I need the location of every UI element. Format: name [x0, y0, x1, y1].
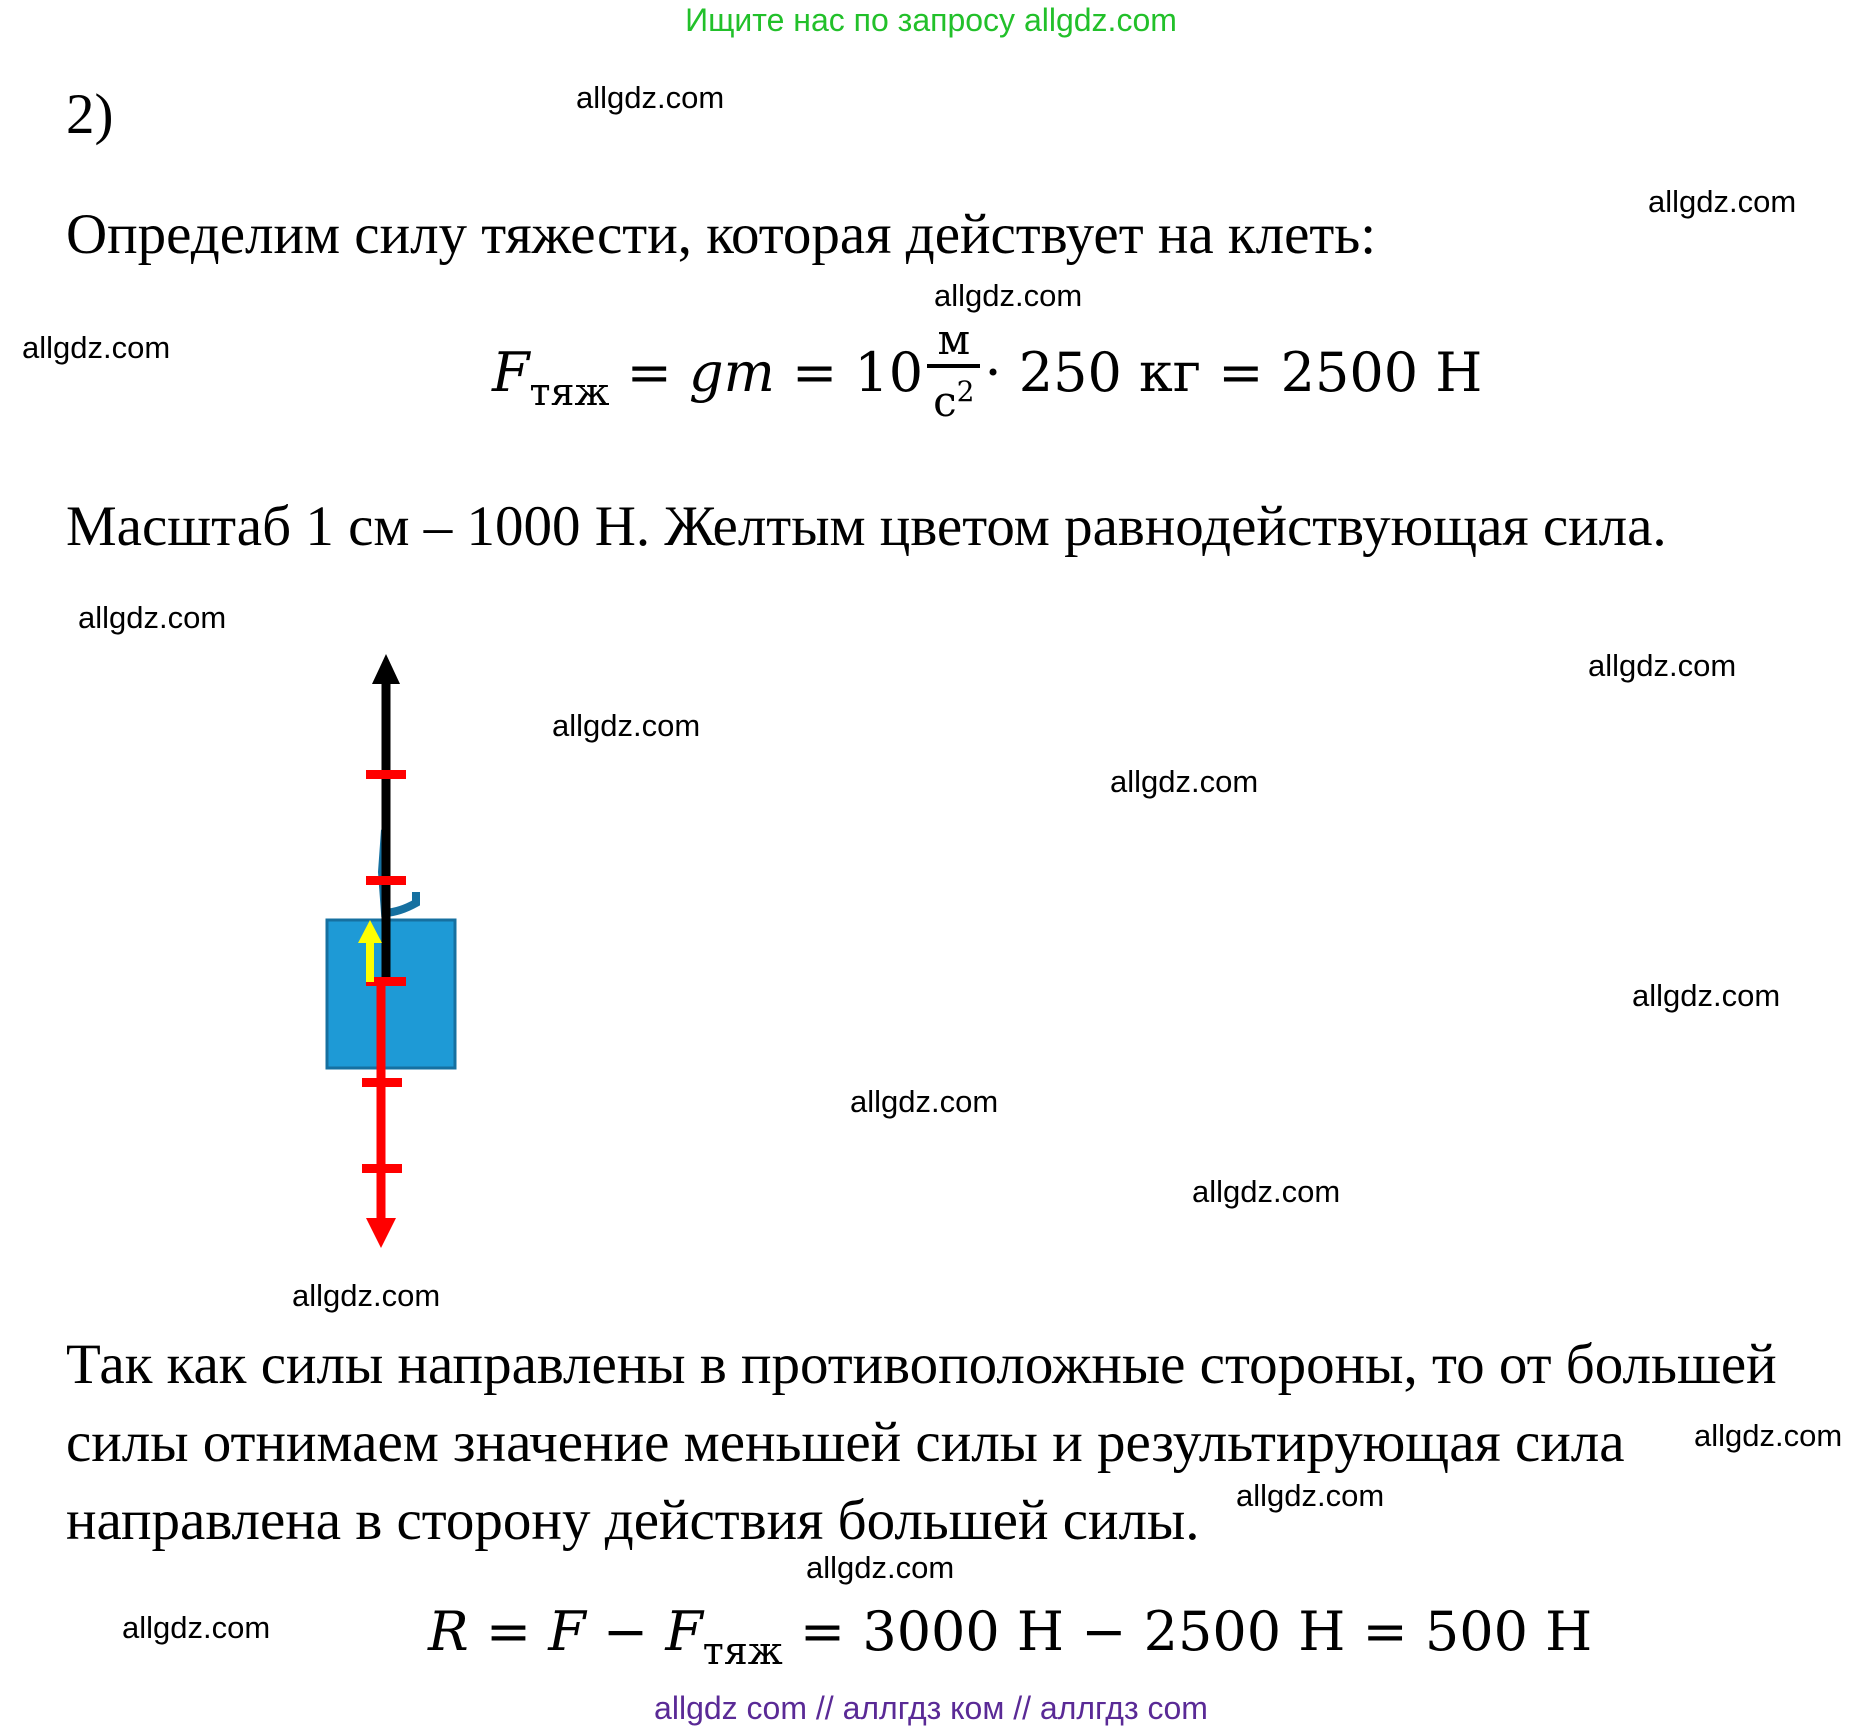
force-subscript: тяж	[702, 1629, 783, 1673]
equals-sign: =	[791, 341, 838, 404]
watermark: allgdz.com	[850, 1084, 999, 1119]
equals-sign: =	[1218, 341, 1264, 404]
scale-tick	[362, 1164, 402, 1173]
watermark: allgdz.com	[576, 80, 725, 115]
watermark: allgdz.com	[292, 1278, 441, 1313]
watermark: allgdz.com	[1588, 648, 1737, 683]
watermark: allgdz.com	[806, 1550, 955, 1585]
resultant-symbol: R	[428, 1600, 469, 1663]
minus-sign: −	[1081, 1600, 1127, 1663]
resultant-formula	[428, 1600, 1593, 1673]
tension-symbol: F	[548, 1600, 586, 1663]
minus-sign: −	[602, 1600, 649, 1663]
search-banner: Ищите нас по запросу allgdz.com	[685, 2, 1177, 38]
paragraph-explanation-line-2: силы отнимаем значение меньшей силы и результирующая сила	[66, 1411, 1625, 1474]
equals-sign: =	[1362, 1600, 1408, 1663]
tension-value: 3000 Н	[862, 1600, 1065, 1663]
unit-denominator: $с^2$	[927, 364, 980, 426]
watermark: allgdz.com	[1694, 1418, 1843, 1453]
force-diagram	[300, 640, 500, 1260]
cage-box	[327, 920, 455, 1068]
paragraph-gravity-intro: Определим силу тяжести, которая действует на клеть:	[66, 203, 1377, 266]
watermark: allgdz.com	[1648, 184, 1797, 219]
unit-fraction	[927, 316, 980, 426]
paragraph-explanation-line-3: направлена в сторону действия большей силы.	[66, 1489, 1200, 1552]
watermark: allgdz.com	[1236, 1478, 1385, 1513]
watermark: allgdz.com	[122, 1610, 271, 1645]
gravity-value: 2500 Н	[1143, 1600, 1346, 1663]
watermark: allgdz.com	[1192, 1174, 1341, 1209]
force-symbol: F	[665, 1600, 703, 1663]
tension-arrow-head	[372, 654, 400, 684]
equals-sign: =	[626, 341, 672, 404]
gravity-arrow-head	[366, 1218, 396, 1248]
footer-watermark: allgdz com // аллгдз ком // аллгдз com	[654, 1690, 1208, 1726]
resultant-result: 500 Н	[1424, 1600, 1593, 1663]
force-symbol: F	[492, 341, 530, 404]
watermark: allgdz.com	[1632, 978, 1781, 1013]
watermark: allgdz.com	[934, 278, 1083, 313]
scale-tick	[362, 1078, 402, 1087]
equals-sign: =	[799, 1600, 846, 1663]
watermark: allgdz.com	[78, 600, 227, 635]
gravity-formula	[492, 315, 1483, 432]
gm-term: gm	[689, 341, 775, 404]
g-coefficient: 10	[854, 341, 924, 404]
paragraph-explanation-line-1: Так как силы направлены в противоположные стороны, то от большей	[66, 1333, 1777, 1396]
gravity-result: 2500 Н	[1280, 341, 1483, 404]
force-subscript: тяж	[529, 370, 610, 414]
scale-tick	[366, 876, 406, 885]
unit-numerator: м	[937, 315, 971, 364]
watermark: allgdz.com	[22, 330, 171, 365]
watermark: allgdz.com	[552, 708, 701, 743]
mass-term: · 250 кг	[984, 341, 1202, 404]
equals-sign: =	[485, 1600, 532, 1663]
paragraph-scale: Масштаб 1 см – 1000 Н. Желтым цветом равнодействующая сила.	[66, 495, 1667, 558]
scale-tick	[366, 770, 406, 779]
watermark: allgdz.com	[1110, 764, 1259, 799]
item-number: 2)	[66, 83, 114, 146]
